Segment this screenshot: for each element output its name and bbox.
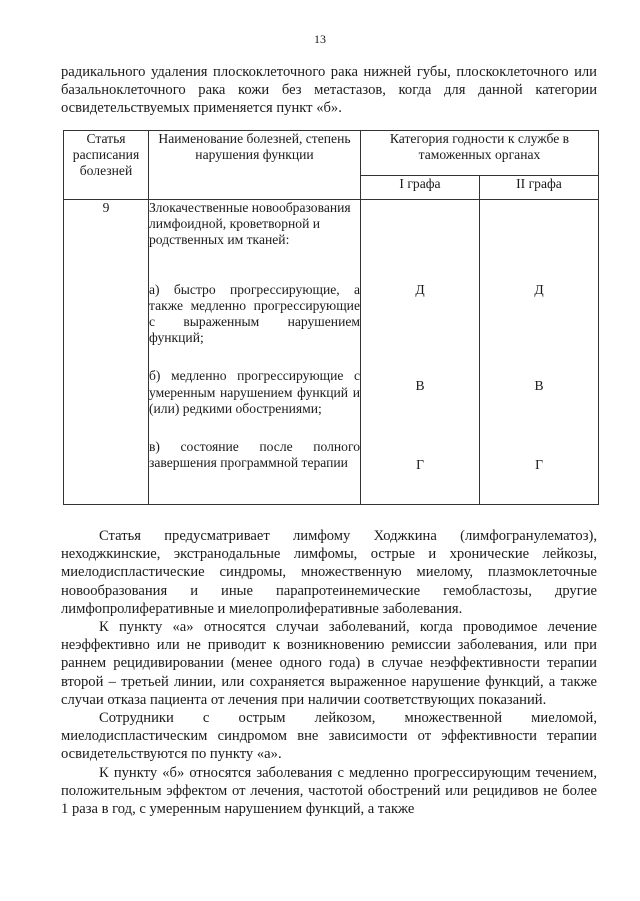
item-c-graph-1: Г [416, 457, 424, 472]
graph-1-values [361, 200, 480, 505]
header-disease-name: Наименование болезней, степень нарушения функции [149, 131, 361, 200]
header-graph-2: II графа [480, 175, 599, 199]
item-b-text: б) медленно прогрессирующие с умеренным нарушением функций и (или) редкими обострениями; [149, 368, 360, 416]
item-a-text: а) быстро прогрессирующие, а также медленно прогрессирующие с выраженным нарушением функций; [149, 281, 360, 346]
article-number: 9 [64, 200, 149, 505]
header-article: Статья расписания болезней [64, 131, 149, 200]
item-c-text: в) состояние после полного завершения программной терапии [149, 439, 360, 471]
fitness-category-table [63, 130, 599, 505]
paragraph-item-a: К пункту «а» относятся случаи заболеваний, когда проводимое лечение неэффективно или не приводит к возникновению ремиссии заболевания, или при раннем рецидивировании (менее одного года) в случае неэффективности терапии второй – третьей линии, или сохраняется выраженное нарушение функций, а также случаи отказа пациента от лечения при наличии соответствующих показаний. [61, 619, 597, 708]
intro-paragraph: радикального удаления плоскоклеточного рака нижней губы, плоскоклеточного или базальноклеточного рака кожи без метастазов, когда для данной категории освидетельствуемых применяется пункт «б». [61, 64, 597, 117]
disease-title: Злокачественные новообразования лимфоидной, кроветворной и родственных им тканей: [149, 200, 351, 248]
item-c-graph-2: Г [535, 457, 543, 472]
paragraph-staff-item-a: Сотрудники с острым лейкозом, множественной миеломой, миелодиспластическим синдромом вне зависимости от эффективности терапии освидетельствуются по пункту «а». [61, 710, 597, 763]
table-row [64, 200, 599, 505]
paragraph-article-scope: Статья предусматривает лимфому Ходжкина (лимфогранулематоз), неходжкинские, экстранодальные лимфомы, острые и хронические лейкозы, миелодиспластические синдромы, множественную миелому, плазмоклеточные новообразования и иные парапротеинемические гемобластозы, другие лимфопролиферативные и миелопролиферативные заболевания. [61, 528, 597, 617]
item-a-graph-1: Д [415, 282, 425, 297]
header-category: Категория годности к службе в таможенных органах [361, 131, 599, 176]
paragraph-item-b: К пункту «б» относятся заболевания с медленно прогрессирующим течением, положительным эффектом от лечения, частотой обострений или рецидивов не более 1 раза в год, с умеренным нарушением функций, а также [61, 764, 597, 818]
body-text [61, 527, 597, 818]
page-number: 13 [314, 32, 326, 46]
item-b-graph-1: В [415, 378, 425, 393]
disease-description [149, 200, 361, 505]
graph-2-values [480, 200, 599, 505]
item-b-graph-2: В [534, 378, 544, 393]
item-a-graph-2: Д [534, 282, 544, 297]
header-graph-1: I графа [361, 175, 480, 199]
